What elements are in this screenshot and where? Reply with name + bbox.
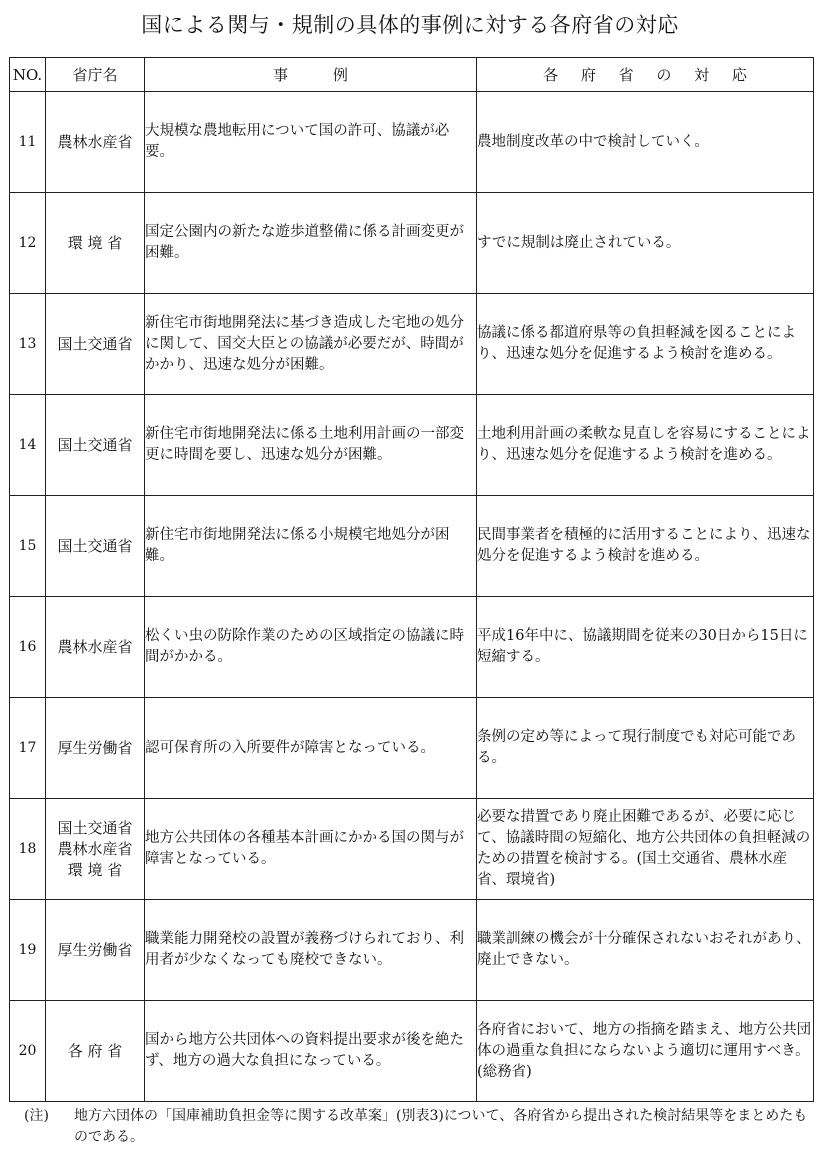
row-case: 認可保育所の入所要件が障害となっている。 bbox=[145, 698, 477, 799]
row-response: 職業訓練の機会が十分確保されないおそれがあり、廃止できない。 bbox=[477, 900, 814, 1001]
table-row bbox=[10, 395, 814, 496]
row-case: 新住宅市街地開発法に係る土地利用計画の一部変更に時間を要し、迅速な処分が困難。 bbox=[145, 395, 477, 496]
table-header-row bbox=[10, 58, 814, 92]
table-row bbox=[10, 193, 814, 294]
header-no: NO. bbox=[10, 58, 46, 92]
row-case: 職業能力開発校の設置が義務づけられており、利用者が少なくなっても廃校できない。 bbox=[145, 900, 477, 1001]
table-row bbox=[10, 799, 814, 900]
row-ministry bbox=[46, 294, 145, 395]
row-case: 松くい虫の防除作業のための区域指定の協議に時間がかかる。 bbox=[145, 597, 477, 698]
row-ministry bbox=[46, 92, 145, 193]
row-response: 民間事業者を積極的に活用することにより、迅速な処分を促進するよう検討を進める。 bbox=[477, 496, 814, 597]
row-number: 20 bbox=[10, 1001, 46, 1102]
table-row bbox=[10, 1001, 814, 1102]
row-number: 18 bbox=[10, 799, 46, 900]
row-ministry bbox=[46, 193, 145, 294]
ministry-name: 国土交通省 bbox=[57, 334, 133, 353]
row-number: 11 bbox=[10, 92, 46, 193]
table-row bbox=[10, 92, 814, 193]
row-response: 農地制度改革の中で検討していく。 bbox=[477, 92, 814, 193]
row-ministry bbox=[46, 698, 145, 799]
row-response: 協議に係る都道府県等の負担軽減を図ることにより、迅速な処分を促進するよう検討を進める。 bbox=[477, 294, 814, 395]
ministry-name: 農林水産省 bbox=[57, 839, 133, 858]
row-response: 必要な措置であり廃止困難であるが、必要に応じて、協議時間の短縮化、地方公共団体の負担軽減のための措置を検討する。(国土交通省、農林水産省、環境省) bbox=[477, 799, 814, 900]
table-row bbox=[10, 294, 814, 395]
row-number: 15 bbox=[10, 496, 46, 597]
row-number: 17 bbox=[10, 698, 46, 799]
row-case: 新住宅市街地開発法に基づき造成した宅地の処分に関して、国交大臣との協議が必要だが、時間がかかり、迅速な処分が困難。 bbox=[145, 294, 477, 395]
ministry-name: 環 境 省 bbox=[67, 860, 123, 879]
row-case: 新住宅市街地開発法に係る小規模宅地処分が困難。 bbox=[145, 496, 477, 597]
row-ministry bbox=[46, 799, 145, 900]
row-ministry bbox=[46, 900, 145, 1001]
row-response: 土地利用計画の柔軟な見直しを容易にすることにより、迅速な処分を促進するよう検討を進める。 bbox=[477, 395, 814, 496]
row-number: 14 bbox=[10, 395, 46, 496]
page-title: 国による関与・規制の具体的事例に対する各府省の対応 bbox=[141, 13, 679, 37]
row-number: 12 bbox=[10, 193, 46, 294]
ministry-name: 国土交通省 bbox=[57, 818, 133, 837]
footnote-text: 地方六団体の「国庫補助負担金等に関する改革案」(別表3)について、各府省から提出された検討結果等をまとめたものである。 bbox=[74, 1108, 808, 1145]
table-row bbox=[10, 496, 814, 597]
ministry-name: 農林水産省 bbox=[57, 132, 133, 151]
ministry-name: 環 境 省 bbox=[67, 233, 123, 252]
row-response: 各府省において、地方の指摘を踏まえ、地方公共団体の過重な負担にならないよう適切に運用すべき。(総務省) bbox=[477, 1001, 814, 1102]
row-ministry bbox=[46, 1001, 145, 1102]
ministry-name: 国土交通省 bbox=[57, 435, 133, 454]
ministry-name: 農林水産省 bbox=[57, 637, 133, 656]
row-ministry bbox=[46, 496, 145, 597]
row-response: 平成16年中に、協議期間を従来の30日から15日に短縮する。 bbox=[477, 597, 814, 698]
row-number: 13 bbox=[10, 294, 46, 395]
ministry-name: 厚生労働省 bbox=[57, 738, 133, 757]
row-response: 条例の定め等によって現行制度でも対応可能である。 bbox=[477, 698, 814, 799]
row-case: 地方公共団体の各種基本計画にかかる国の関与が障害となっている。 bbox=[145, 799, 477, 900]
row-ministry bbox=[46, 597, 145, 698]
ministry-name: 国土交通省 bbox=[57, 536, 133, 555]
header-ministry: 省庁名 bbox=[46, 58, 145, 92]
ministry-name: 厚生労働省 bbox=[57, 940, 133, 959]
table-body bbox=[10, 92, 814, 1102]
row-ministry bbox=[46, 395, 145, 496]
ministry-name: 各 府 省 bbox=[67, 1041, 123, 1060]
cases-table bbox=[9, 57, 814, 1102]
row-number: 16 bbox=[10, 597, 46, 698]
footnote-label: (注) bbox=[24, 1108, 49, 1124]
row-case: 国定公園内の新たな遊歩道整備に係る計画変更が困難。 bbox=[145, 193, 477, 294]
row-case: 国から地方公共団体への資料提出要求が後を絶たず、地方の過大な負担になっている。 bbox=[145, 1001, 477, 1102]
table-row bbox=[10, 900, 814, 1001]
table-row bbox=[10, 698, 814, 799]
table-row bbox=[10, 597, 814, 698]
header-response: 各 府 省 の 対 応 bbox=[477, 58, 814, 92]
header-case: 事 例 bbox=[145, 58, 477, 92]
row-response: すでに規制は廃止されている。 bbox=[477, 193, 814, 294]
row-case: 大規模な農地転用について国の許可、協議が必要。 bbox=[145, 92, 477, 193]
row-number: 19 bbox=[10, 900, 46, 1001]
